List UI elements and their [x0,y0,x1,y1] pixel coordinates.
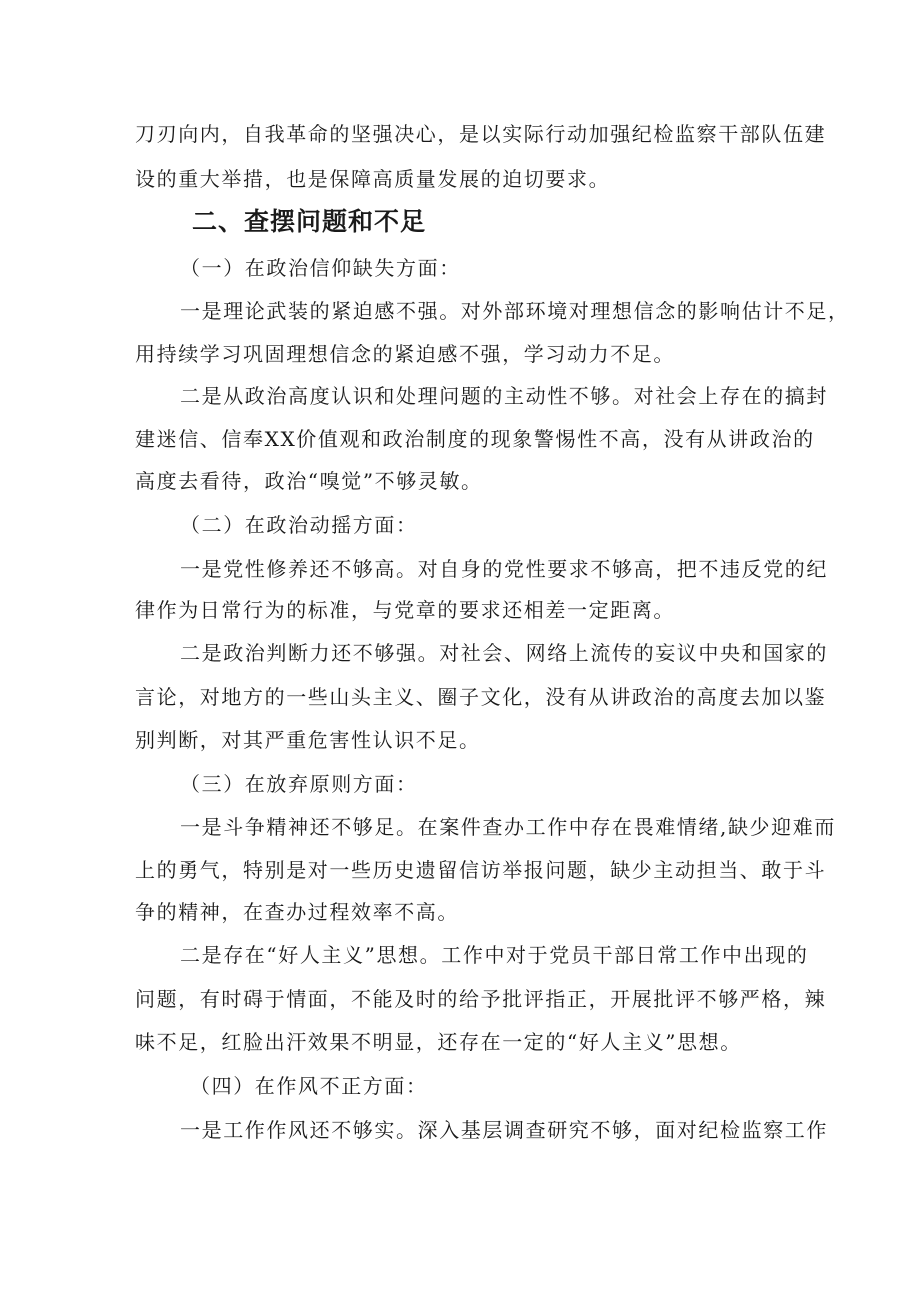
subsection-heading: （四）在作风不正方面： [190,1074,428,1098]
body-line: 上的勇气，特别是对一些历史遗留信访举报问题，缺少主动担当、敢于斗 [135,858,827,882]
body-line: 用持续学习巩固理想信念的紧迫感不强，学习动力不足。 [135,342,675,366]
body-line: 高度去看待，政治“嗅觉”不够灵敏。 [135,469,483,493]
subsection-heading: （三）在放弃原则方面： [180,772,418,796]
body-line: 一是理论武装的紧迫感不强。对外部环境对理想信念的影响估计不足， [180,299,850,323]
body-line: 一是党性修养还不够高。对自身的党性要求不够高，把不违反党的纪 [180,557,828,581]
body-line: 别判断，对其严重危害性认识不足。 [135,728,481,752]
body-line: 二是政治判断力还不够强。对社会、网络上流传的妄议中央和国家的 [180,641,828,665]
body-line: 一是工作作风还不够实。深入基层调查研究不够，面对纪检监察工作 [180,1118,828,1142]
body-line: 刀刃向内，自我革命的坚强决心，是以实际行动加强纪检监察干部队伍建 [135,122,827,146]
body-line: 设的重大举措，也是保障高质量发展的迫切要求。 [135,167,611,191]
body-line: 建迷信、信奉XX价值观和政治制度的现象警惕性不高，没有从讲政治的 [135,427,815,451]
body-line: 二是从政治高度认识和处理问题的主动性不够。对社会上存在的搞封 [180,384,828,408]
body-line: 味不足，红脸出汗效果不明显，还存在一定的“好人主义”思想。 [135,1030,742,1054]
subsection-heading: （二）在政治动摇方面： [180,513,418,537]
subsection-heading: （一）在政治信仰缺失方面： [180,256,461,280]
body-line: 一是斗争精神还不够足。在案件查办工作中存在畏难情绪,缺少迎难而 [180,815,836,839]
section-heading: 二、查摆问题和不足 [192,207,427,236]
body-line: 律作为日常行为的标准，与党章的要求还相差一定距离。 [135,598,675,622]
body-line: 争的精神，在查办过程效率不高。 [135,900,459,924]
body-line: 问题，有时碍于情面，不能及时的给予批评指正，开展批评不够严格，辣 [135,987,827,1011]
body-line: 二是存在“好人主义”思想。工作中对于党员干部日常工作中出现的 [180,943,809,967]
body-line: 言论，对地方的一些山头主义、圈子文化，没有从讲政治的高度去加以鉴 [135,685,827,709]
